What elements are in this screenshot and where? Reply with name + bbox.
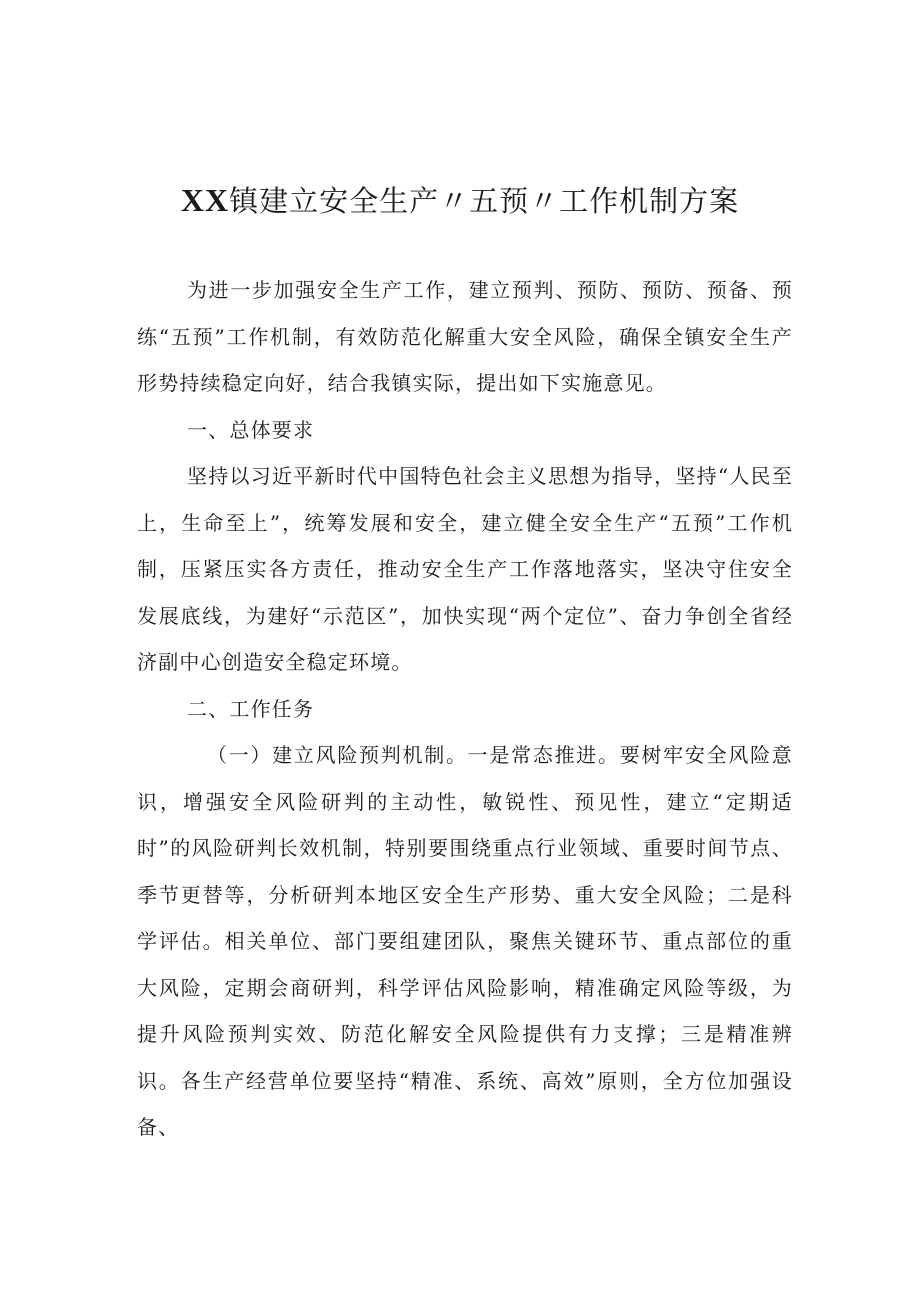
document-body [137,267,793,1151]
general-requirements-paragraph: 坚持以习近平新时代中国特色社会主义思想为指导，坚持“人民至上，生命至上”，统筹发展和安全，建立健全安全生产“五预”工作机制，压紧压实各方责任，推动安全生产工作落地落实，坚决守住安全发展底线，为建好“示范区”，加快实现“两个定位”、奋力争创全省经济副中心创造安全稳定环境。 [137,464,793,674]
section-heading-work-tasks: 二、工作任务 [187,696,315,721]
title-prefix: XX [180,182,230,218]
intro-paragraph: 为进一步加强安全生产工作，建立预判、预防、预防、预备、预练“五预”工作机制，有效防范化解重大安全风险，确保全镇安全生产形势持续稳定向好，结合我镇实际，提出如下实施意见。 [137,278,793,395]
section-heading-general-requirements: 一、总体要求 [187,417,315,442]
document-title [120,172,800,229]
risk-prediction-paragraph: （一）建立风险预判机制。一是常态推进。要树牢安全风险意识，增强安全风险研判的主动性，敏锐性、预见性，建立“定期适时”的风险研判长效机制，特别要围绕重点行业领域、重要时间节点、季节更替等，分析研判本地区安全生产形势、重大安全风险；二是科学评估。相关单位、部门要组建团队，聚焦关键环节、重点部位的重大风险，定期会商研判，科学评估风险影响，精准确定风险等级，为提升风险预判实效、防范化解安全风险提供有力支撑；三是精准辨识。各生产经营单位要坚持“精准、系统、高效”原则，全方位加强设备、 [137,743,793,1139]
title-main: 镇建立安全生产〃五预〃工作机制方案 [229,184,740,218]
